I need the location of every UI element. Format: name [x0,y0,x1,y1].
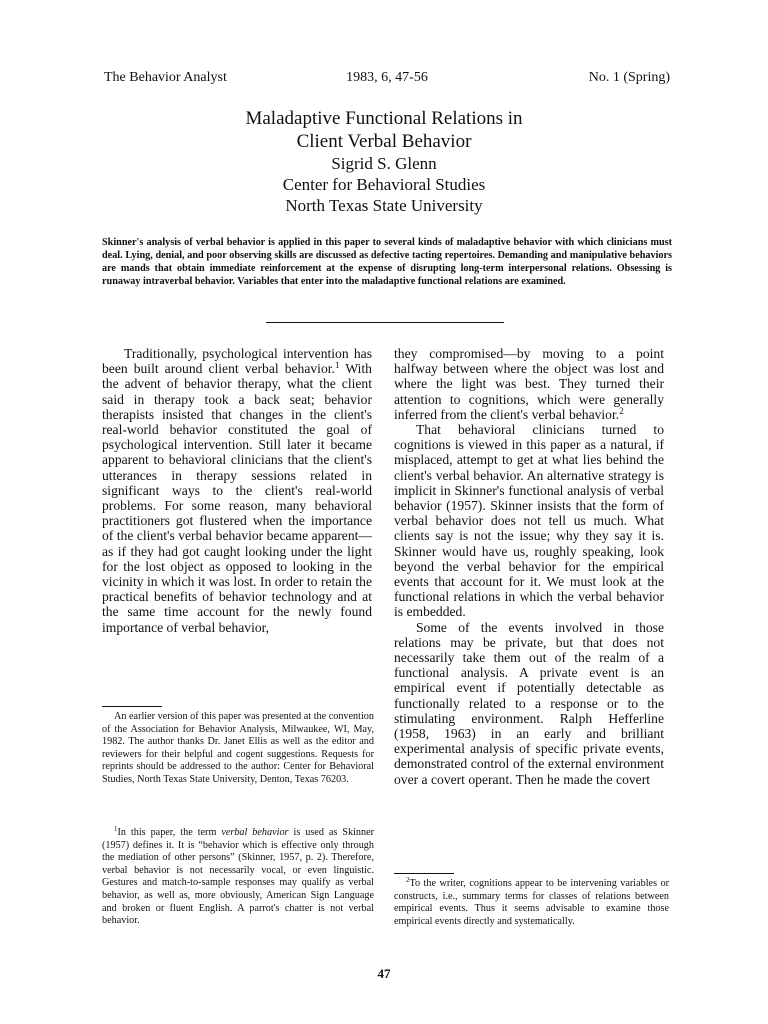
body-column-right [394,346,664,787]
footnote-text-b: is used as Skinner (1957) defines it. It is “behavior which is effective only through the mediation of other persons” (Skinner, 1957, p. 2). Therefore, verbal behavior is not necessarily vocal, or even linguistic. Gestures and match-to-sample responses may qualify as verbal behavior, as well as, more obviously, American Sign Language and broken or fluent English. A parrot's chatter is not verbal behavior. [102,827,374,927]
footnote-acknowledgment [102,711,374,787]
issue: No. 1 (Spring) [588,70,670,85]
paragraph-text: they compromised—by moving to a point halfway between where the object was lost and where the light was best. They turned their attention to cognitions, which were generally inferred from the client's verbal behavior. [394,346,664,422]
footnote-1 [102,827,374,928]
abstract: Skinner's analysis of verbal behavior is applied in this paper to several kinds of maladaptive behavior with which clinicians must deal. Lying, denial, and poor observing skills are discussed as defective tacting repertoires. Demanding and manipulative behaviors are mands that obtain immediate reinforcement at the expense of disrupting long-term interpersonal relations. Obsessing is runaway intraverbal behavior. Variables that enter into the maladaptive functional relations are examined. [102,237,672,287]
paragraph [102,346,372,635]
footnote-text-a: In this paper, the term [117,827,222,838]
footnote-marker: 1 [114,826,118,834]
body-column-left [102,346,372,635]
paragraph [394,346,664,422]
paragraph: Some of the events involved in those relations may be private, but that does not necessarily take them out of the realm of a functional analysis. A private event is an empirical event if potentially detectable as functionally related to a response or to the stimulating environment. Ralph Hefferline (1958, 1963) in an early and brilliant experimental analysis of specific private events, demonstrated control of the external environment over a covert operant. Then he made the covert [394,619,664,787]
running-header [104,70,670,90]
footnote-rule [394,873,454,874]
footnote-text: An earlier version of this paper was presented at the convention of the Association for Behavior Analysis, Milwaukee, WI, May, 1982. The author thanks Dr. Janet Ellis as well as the editor and reviewers for their helpful and cogent suggestions. Requests for reprints should be addressed to the author: Center for Behavioral Studies, North Texas State University, Denton, Texas 76203. [102,711,374,785]
section-divider [266,322,504,323]
journal-name: The Behavior Analyst [104,70,227,85]
paragraph-text: Traditionally, psychological intervention has been built around client verbal behavior. [102,346,372,377]
title-line-1: Maladaptive Functional Relations in [245,108,523,129]
footnote-text [394,878,669,928]
paragraph: That behavioral clinicians turned to cognitions is viewed in this paper as a natural, if misplaced, attempt to get at what lies behind the client's verbal behavior. An alternative strategy is implicit in Skinner's functional analysis of verbal behavior (1957). Skinner insists that the form of verbal behavior does not tell us much. What clients say is not the issue; why they say it is. Skinner would have us, roughly speaking, look beyond the verbal behavior for the empirical events that account for it. We must look at the functional relations in which the verbal behavior is embedded. [394,422,664,620]
footnote-text-body: To the writer, cognitions appear to be intervening variables or constructs, i.e., summary terms for classes of relations between empirical events. Thus it seems advisable to examine those empirical events directly and systematically. [394,878,669,927]
author-affiliation-1: Center for Behavioral Studies [282,175,486,194]
footnote-ref: 2 [619,405,624,416]
footnote-term: verbal behavior [221,827,289,838]
title-line-2: Client Verbal Behavior [296,131,472,152]
paragraph-text: With the advent of behavior therapy, what the client said in therapy took a back seat; behavior therapists insisted that changes in the client's real-world behavior constituted the goal of psychological intervention. Still later it became apparent to behavioral clinicians that the client's utterances in therapy sessions related in significant ways to the client's real-world problems. For some reason, many behavioral practitioners got flustered when the importance of the client's verbal behavior became apparent—as if they had got caught looking under the light for the lost object as opposed to looking in the vicinity in which it was lost. In order to retain the practical benefits of behavior technology and at the same time account for the newly found importance of verbal behavior, [102,361,372,635]
footnote-ref: 1 [334,360,340,371]
footnote-text [102,827,374,928]
author-affiliation-2: North Texas State University [285,196,483,215]
page-number: 47 [377,966,391,981]
footnote-marker: 2 [406,877,410,885]
footnote-2 [394,878,669,928]
title-block [0,107,768,216]
author-name: Sigrid S. Glenn [331,154,437,173]
footnote-rule [102,706,162,707]
citation: 1983, 6, 47-56 [346,70,428,85]
